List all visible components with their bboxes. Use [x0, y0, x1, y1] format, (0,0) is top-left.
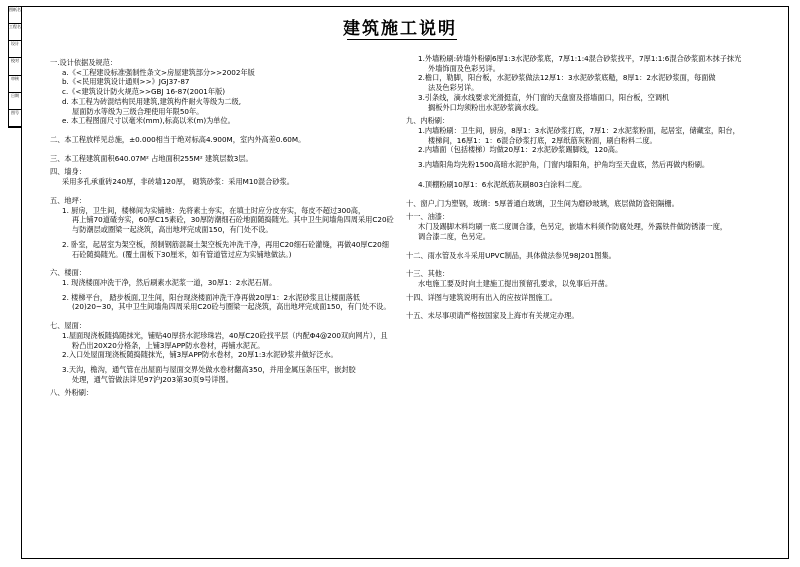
note-line: 再上铺70道碴夯实，60厚C15素砼，30厚防潮细石砼地面随捣随光。其中卫生间墙角四周采用C20砼 — [72, 215, 394, 225]
title-block-cell: 图纸名 — [9, 7, 21, 24]
note-line: 石砼随捣随光。(覆土面板下30厘米，如有管道管过应为实铺地做法。) — [72, 249, 292, 259]
title-underline — [347, 39, 457, 40]
note-line: 楼梯间，16厚1：1：6混合砂浆打底，2厚纸筋灰粉面，刷白粉料二度。 — [428, 135, 657, 145]
note-line: 1.屋面现浇板随捣随抹光，铺贴40厚挤水泥珍珠岩，40厚C20砼找平层（内配Φ4@200双向网片），且 — [62, 330, 388, 340]
note-line: 与防潮层或圈梁一起浇筑，高出地坪完成面150，有门处不设。 — [72, 225, 273, 235]
note-line: 调合漆二度，色另定。 — [418, 231, 490, 241]
spacer — [406, 190, 776, 195]
note-line: 采用多孔承重砖240厚，非砖墙120厚， 砌筑砂浆：采用M10混合砂浆。 — [62, 177, 294, 187]
title-block-cell: 校对 — [9, 58, 21, 75]
section-heading: 六、楼面： — [50, 268, 86, 278]
note-line: (20)20~30，其中卫生间墙角四周采用C20砼与圈梁一起浇筑，高出地坪完成面150，有门处不设。 — [72, 302, 391, 312]
note-line: a.《<工程建设标准强制性条文>房屋建筑部分>>2002年版 — [62, 67, 255, 77]
note-line: 粉凸出20X20分格条，上铺3厚APP防水卷材，再铺水泥瓦。 — [72, 340, 265, 350]
title-block-cell: 设计 — [9, 41, 21, 58]
section-heading: 十、窗户,门为塑钢，玻璃：5厚普通白玻璃，卫生间为磨砂玻璃，底层做防盗铝隔栅。 — [406, 198, 679, 208]
spacer — [406, 302, 776, 307]
spacer — [50, 145, 395, 150]
section-heading: 十二、雨水管及水斗采用UPVC制品，具体做法参见98J201图集。 — [406, 250, 616, 260]
spacer — [406, 260, 776, 265]
note-line: 处理，通气管做法详见97沪J203第30页9号详图。 — [72, 374, 233, 384]
note-line: 2.内墙面（包括楼梯）均做20厚1：2水泥砂浆踢脚线，120高。 — [418, 145, 623, 155]
note-line: e. 本工程图面尺寸以毫米(mm),标高以米(m)为单位。 — [62, 116, 235, 126]
spacer — [406, 242, 776, 247]
section-heading: 三、本工程建筑面积640.07M² 占地面积255M² 建筑层数3层。 — [50, 153, 253, 163]
spacer — [50, 187, 395, 192]
page-title: 建筑施工说明 — [343, 19, 457, 39]
title-block-cell: 工程名 — [9, 24, 21, 41]
note-line: 3.引条线，滴水线要求光滑挺直，外门窗的天盘窗及搭墙面口，阳台板，空调机 — [418, 92, 670, 102]
note-line: 4.顶棚粉刷10厚1：6水泥纸筋灰刷803白涂料二度。 — [418, 179, 587, 189]
section-heading: 一.设计依据及规范： — [50, 58, 117, 67]
note-line: c.《<建筑设计防火规范>>GBJ 16-87(2001年版) — [62, 87, 226, 97]
note-line: 法及色彩另详。 — [428, 83, 479, 93]
title-block-cell: 图号 — [9, 110, 21, 127]
note-line: 3.内墙阳角均先粉1500高暗水泥护角，门窗内墙阳角，护角均至天盘底，然后再做内粉刷。 — [418, 160, 710, 170]
section-heading: 四、墙身： — [50, 167, 86, 177]
note-line: b.《<民用建筑设计通则>>》JGJ37-87 — [62, 77, 190, 87]
spacer — [50, 312, 395, 317]
note-line: 外墙饰面及色彩另详。 — [428, 63, 500, 73]
section-heading: 七、屋面： — [50, 321, 86, 331]
title-block-cell: 审核 — [9, 76, 21, 93]
section-heading: 九、内粉刷： — [406, 116, 450, 126]
spacer — [50, 259, 395, 264]
section-heading: 十三、其他： — [406, 269, 450, 279]
note-line: 1. 厨房，卫生间，楼梯间为实铺地：先将素土夯实，在填土时应分皮夯实，每皮不超过300高， — [62, 205, 366, 215]
note-line: 2.入口处屋面现浇板随捣随抹光，铺3厚APP防水卷材，20厚1:3水泥砂浆并做好泛水。 — [62, 350, 338, 360]
right-column — [406, 54, 776, 321]
note-line: 2. 卧室，起居室为架空板，预制钢筋混凝土架空板先冲洗干净，再用C20细石砼灌缝，再做40厚C20细 — [62, 239, 389, 249]
note-line: 3.天沟，檐沟，通气管在出屋面与屋面交界处做水卷材翻高350，并用金属压条压牢，嵌封胶 — [62, 364, 356, 374]
title-block-cell: 日期 — [9, 93, 21, 110]
section-heading: 十五、未尽事项请严格按国家及上海市有关规定办理。 — [406, 311, 579, 321]
note-line: 2.檐口，勒脚，阳台板，水泥砂浆做法12厚1：3水泥砂浆底糙，8厚1：2水泥砂浆面，每面做 — [418, 73, 716, 83]
note-line: 1.外墙粉刷:砖墙外粉刷6厚1:3水泥砂浆底，7厚1:1:4混合砂浆找平，7厚1:1:6混合砂浆面木抹子抹光 — [418, 54, 742, 63]
note-line: 2. 楼梯平台， 踏步板面,卫生间，阳台现浇楼面冲洗干净再做20厚1：2水泥砂浆且让楼面落低 — [62, 292, 360, 302]
section-heading: 二、本工程放样见总施，±0.000相当于绝对标高4.900M，室内外高差0.60M。 — [50, 135, 306, 145]
note-line: d. 本工程为砖混结构民用建筑,建筑构件耐火等级为二级, — [62, 96, 242, 106]
note-line: 1. 现浇楼面冲洗干净，然后刷素水泥浆一道，30厚1：2水泥石屑。 — [62, 277, 277, 287]
section-heading: 十四、详图与建筑说明有出入的应按详图施工。 — [406, 292, 557, 302]
left-column — [50, 54, 395, 398]
section-heading: 五、地坪： — [50, 195, 86, 205]
section-heading: 十一、油漆： — [406, 212, 450, 222]
note-line: 木门及踢脚木料均刷一底二度调合漆，色另定，嵌墙木料须作防腐处理，外露铁件做防锈漆一度， — [418, 222, 728, 232]
section-heading: 八、外粉刷： — [50, 388, 94, 398]
spacer — [50, 126, 395, 131]
note-line: 水电施工要及时向土建施工提出预留孔要求，以免事后开凿。 — [418, 278, 613, 288]
note-line: 搁板外口均须粉出水泥砂浆滴水线。 — [428, 102, 544, 112]
note-line: 1.内墙粉刷：卫生间，厨房，8厚1：3水泥砂浆打底，7厚1：2水泥浆粉面，起居室，储藏室，阳台， — [418, 126, 740, 136]
note-line: 屋面防水等级为三级合理使用年限50年。 — [72, 106, 204, 116]
